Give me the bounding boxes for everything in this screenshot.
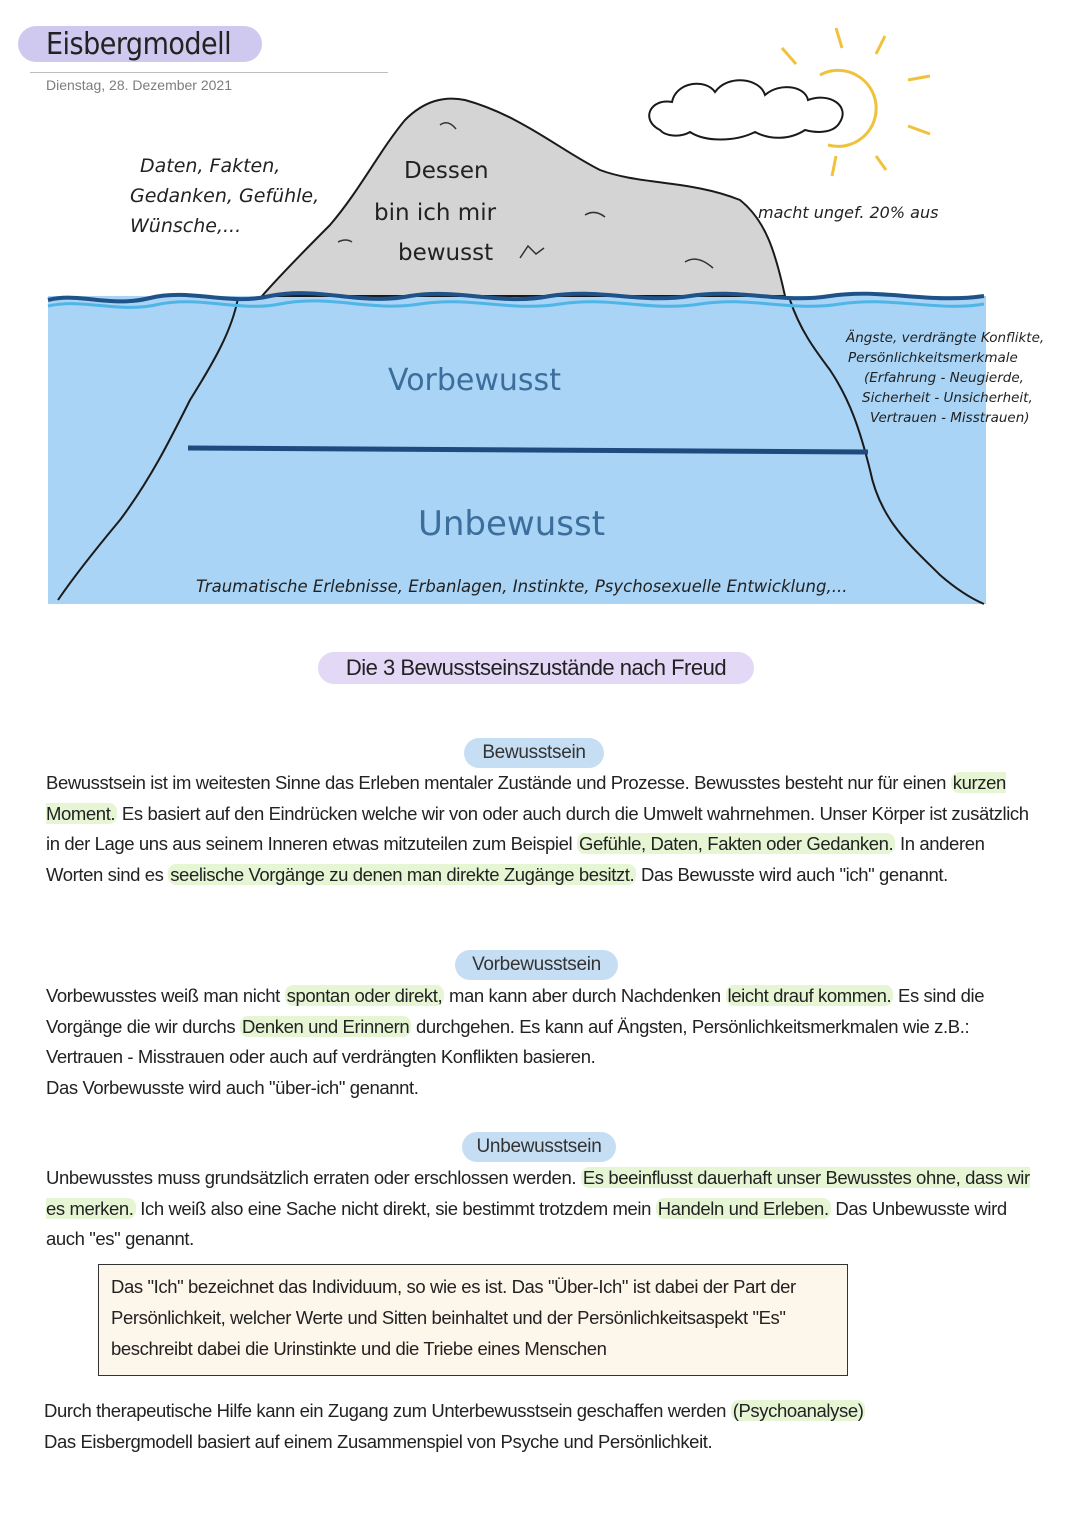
page-date: Dienstag, 28. Dezember 2021 [46,77,232,93]
note-right-line: (Erfahrung - Neugierde, [864,370,1024,386]
highlighted-text: Handeln und Erleben. [657,1197,829,1219]
highlighted-text: seelische Vorgänge zu denen man direkte Zugänge besitzt. [170,863,635,885]
heading-bewusstsein: Bewusstsein [464,738,604,768]
note-bottom: Traumatische Erlebnisse, Erbanlagen, Instinkte, Psychosexuelle Entwicklung,... [196,577,848,596]
text-run: Vorbewusstes weiß man nicht [46,985,285,1006]
iceberg-diagram [0,0,1080,640]
text-run: durchgehen. Es kann auf Ängsten, Persönlichkeitsmerkmalen wie z.B.: Vertrauen - Misstrauen oder auch auf verdrängten Konflikten basieren. [46,1015,970,1067]
note-right-line: Vertrauen - Misstrauen) [870,410,1030,426]
text-run: man kann aber durch Nachdenken [444,985,726,1006]
paragraph-bewusstsein [46,768,1036,890]
note-right-line: Ängste, verdrängte Konflikte, [846,330,1045,346]
tip-text-line: Dessen [404,158,489,184]
highlighted-text: (Psychoanalyse) [732,1400,864,1421]
note-right-line: Sicherheit - Unsicherheit, [862,390,1033,406]
text-run: Das Bewusste wird auch "ich" genannt. [636,863,948,885]
tip-text-line: bin ich mir [374,200,497,226]
section-title: Die 3 Bewusstseinszustände nach Freud [345,655,727,680]
zone-label-preconscious: Vorbewusst [388,363,561,398]
definition-box [98,1264,848,1376]
highlighted-text: spontan oder direkt, [286,985,443,1006]
definition-text: Das "Ich" bezeichnet das Individuum, so wie es ist. Das "Über-Ich" ist dabei der Part der Persönlichkeit, welcher Werte und Sitten beinhaltet und der Persönlichkeitsaspekt "Es" beschreibt dabei die Urinstinkte und die Triebe eines Menschen [111,1276,796,1359]
text-run: Das Vorbewusste wird auch "über-ich" genannt. [46,1076,419,1098]
zone-label-unconscious: Unbewusst [418,504,606,544]
highlighted-text: Gefühle, Daten, Fakten oder Gedanken. [578,833,894,854]
tip-text-line: bewusst [398,240,494,266]
highlighted-text: Denken und Erinnern [242,1015,410,1037]
text-run: Bewusstsein ist im weitesten Sinne das Erleben mentaler Zustände und Prozesse. Bewusstes besteht nur für einen [46,772,947,793]
cloud-icon [649,80,842,139]
text-run: In anderen Worten sind es [46,833,985,885]
text-run: Es sind die Vorgänge die wir durchs [46,985,985,1037]
note-percentage: macht ungef. 20% aus [758,203,939,222]
note-left-line: Daten, Fakten, [140,155,281,177]
highlighted-text: kurzen Moment. [46,772,1006,824]
highlighted-text: Es beeinflusst dauerhaft unser Bewusstes ohne, dass wir es merken. [46,1167,1030,1219]
paragraph-unbewusstsein [46,1163,1036,1255]
note-left-line: Wünsche,... [130,215,242,237]
note-right-line: Persönlichkeitsmerkmale [848,350,1018,366]
highlighted-text: leicht drauf kommen. [727,985,892,1006]
page-title: Eisbergmodell [46,27,232,62]
text-run: Es basiert auf den Eindrücken welche wir von oder auch durch die Umwelt wahrnehmen. Unser Körper ist zusätzlich in der Lage uns aus seinem Inneren etwas mitzuteilen zum Beispiel [46,802,1029,854]
text-run: Das Eisbergmodell basiert auf einem Zusammenspiel von Psyche und Persönlichkeit. [44,1430,713,1452]
paragraph-vorbewusstsein [46,981,1036,1103]
note-left-line: Gedanken, Gefühle, [130,185,320,207]
text-run: Unbewusstes muss grundsätzlich erraten oder erschlossen werden. [46,1167,581,1188]
text-run: Ich weiß also eine Sache nicht direkt, sie bestimmt trotzdem mein [135,1197,656,1219]
text-run: Durch therapeutische Hilfe kann ein Zugang zum Unterbewusstsein geschaffen werden [44,1400,731,1421]
heading-unbewusstsein: Unbewusstsein [462,1132,616,1162]
heading-vorbewusstsein: Vorbewusstsein [455,950,618,980]
text-run: Das Unbewusste wird auch "es" genannt. [46,1197,1007,1249]
paragraph-footer [44,1396,1034,1457]
